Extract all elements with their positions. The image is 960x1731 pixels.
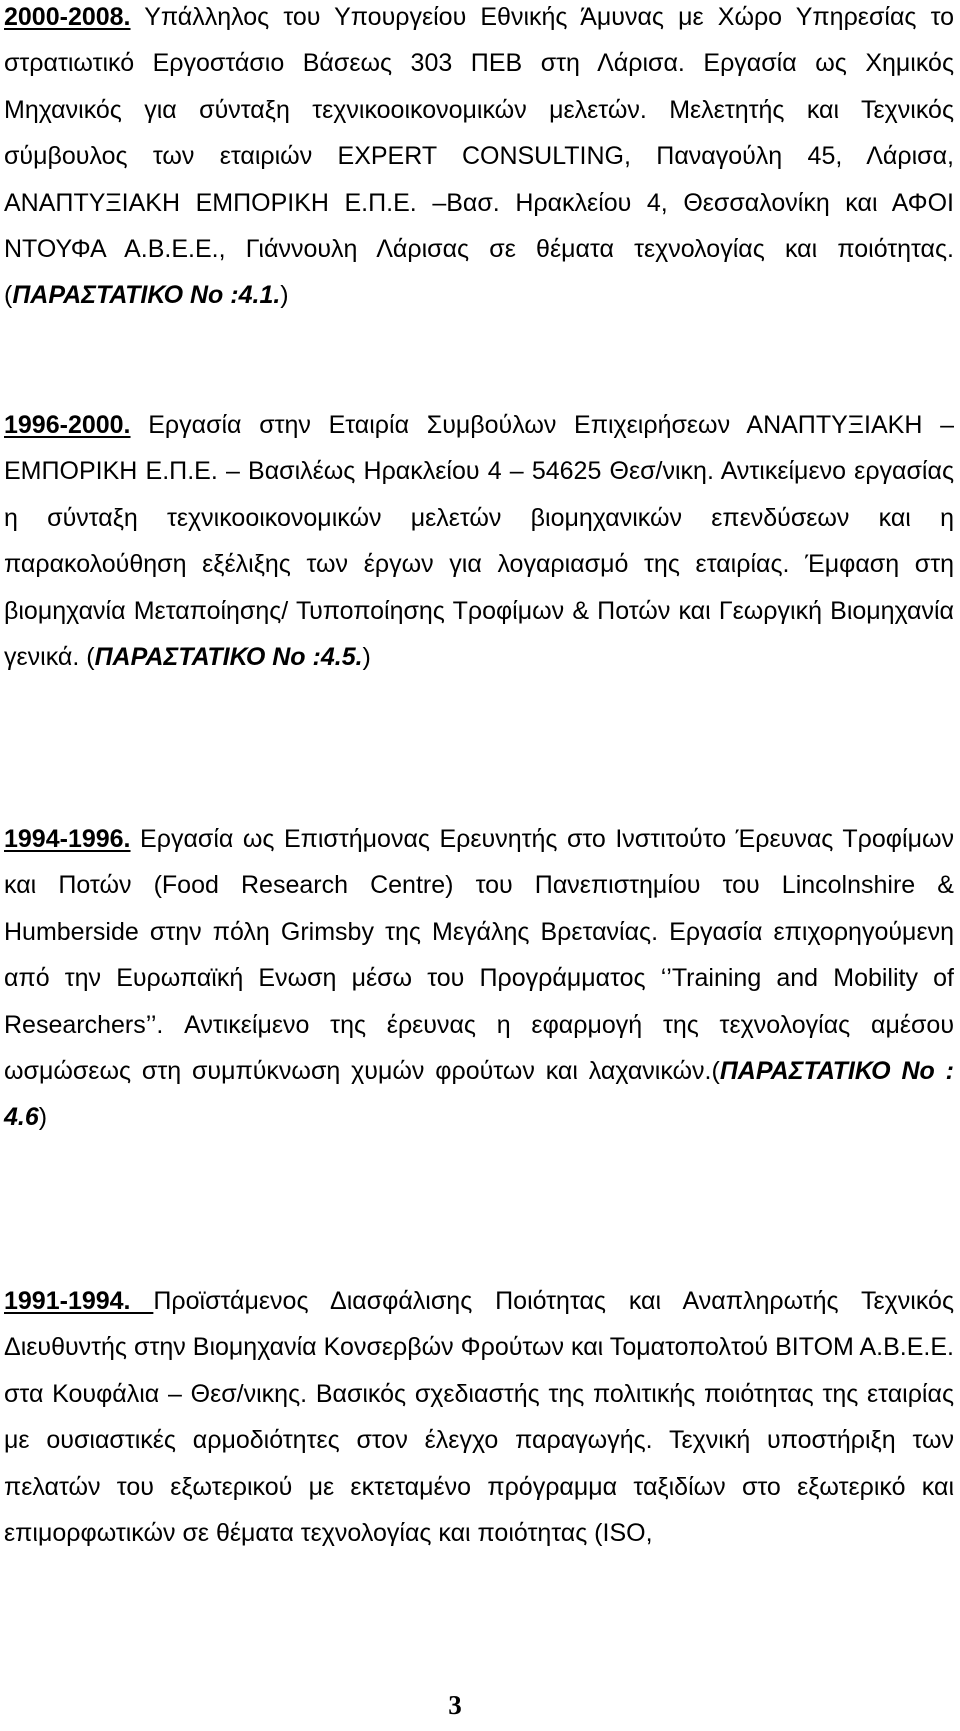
entry-reference: ΠΑΡΑΣΤΑΤΙΚΟ No : 4.6: [4, 1057, 954, 1132]
page-number: 3: [448, 1690, 462, 1720]
employment-entry-2000-2008: [4, 0, 954, 319]
entry-text: Εργασία ως Επιστήμονας Ερευνητής στο Ινστιτούτο Έρευνας Τροφίμων και Ποτών (Food Research Centre) του Πανεπιστημίου του Lincolnshire & Humberside στην πόλη Grimsby της Μεγάλης Βρετανίας. Εργασία επιχορηγούμενη από την Ευρωπαϊκή Ενωση μέσω του Προγράμματος ‘’Training and Mobility of Researchers’’. Αντικείμενο της έρευνας η εφαρμογή της τεχνολογίας αμέσου ωσμώσεως στη συμπύκνωση χυμών φρούτων και λαχανικών.(: [4, 825, 954, 1086]
entry-text: Εργασία στην Εταιρία Συμβούλων Επιχειρήσεων ΑΝΑΠΤΥΞΙΑΚΗ – ΕΜΠΟΡΙΚΗ Ε.Π.Ε. – Βασιλέως Ηρακλείου 4 – 54625 Θεσ/νικη. Αντικείμενο εργασίας η σύνταξη τεχνικοοικονομικών μελετών βιομηχανικών επενδύσεων και η παρακολούθηση εξέλιξης των έργων για λογαριασμό της εταιρίας. Έμφαση στη βιομηχανία Μεταποίησης/ Τυποποίησης Τροφίμων & Ποτών και Γεωργική Βιομηχανία γενικά. (: [4, 411, 954, 672]
entry-years: 2000-2008.: [4, 3, 131, 31]
employment-entry-1991-1994: [4, 1278, 954, 1556]
employment-entry-1994-1996: [4, 816, 954, 1141]
entry-reference: ΠΑΡΑΣΤΑΤΙΚΟ No :4.1.: [12, 281, 281, 310]
entry-tail: ): [362, 643, 371, 672]
entry-tail: ): [38, 1103, 48, 1132]
entry-years: 1996-2000.: [4, 411, 131, 439]
entry-tail: ): [280, 281, 289, 310]
entry-text: Υπάλληλος του Υπουργείου Εθνικής Άμυνας με Χώρο Υπηρεσίας το στρατιωτικό Εργοστάσιο Βάσεως 303 ΠΕΒ στη Λάρισα. Εργασία ως Χημικός Μηχανικός για σύνταξη τεχνικοοικονομικών μελετών. Μελετητής και Τεχνικός σύμβουλος των εταιριών EXPERT CONSULTING, Παναγούλη 45, Λάρισα, ΑΝΑΠΤΥΞΙΑΚΗ ΕΜΠΟΡΙΚΗ Ε.Π.Ε. –Βασ. Ηρακλείου 4, Θεσσαλονίκη και ΑΦΟΙ ΝΤΟΥΦΑ Α.Β.Ε.Ε., Γιάννουλη Λάρισας σε θέματα τεχνολογίας και ποιότητας. (: [4, 3, 954, 310]
entry-years: 1991-1994.: [4, 1287, 154, 1315]
employment-entry-1996-2000: [4, 402, 954, 680]
entry-years: 1994-1996.: [4, 825, 131, 853]
entry-reference: ΠΑΡΑΣΤΑΤΙΚΟ No :4.5.: [94, 643, 363, 672]
entry-text: Προϊστάμενος Διασφάλισης Ποιότητας και Αναπληρωτής Τεχνικός Διευθυντής στην Βιομηχανία Κονσερβών Φρούτων και Τοματοπολτού ΒΙΤΟΜ Α.Β.Ε.Ε. στα Κουφάλια – Θεσ/νικης. Βασικός σχεδιαστής της πολιτικής ποιότητας της εταιρίας με ουσιαστικές αρμοδιότητες στον έλεγχο παραγωγής. Τεχνική υποστήριξη των πελατών του εξωτερικού με εκτεταμένο πρόγραμμα ταξιδίων στο εξωτερικό και επιμορφωτικών σε θέματα τεχνολογίας και ποιότητας (ISO,: [4, 1287, 954, 1548]
